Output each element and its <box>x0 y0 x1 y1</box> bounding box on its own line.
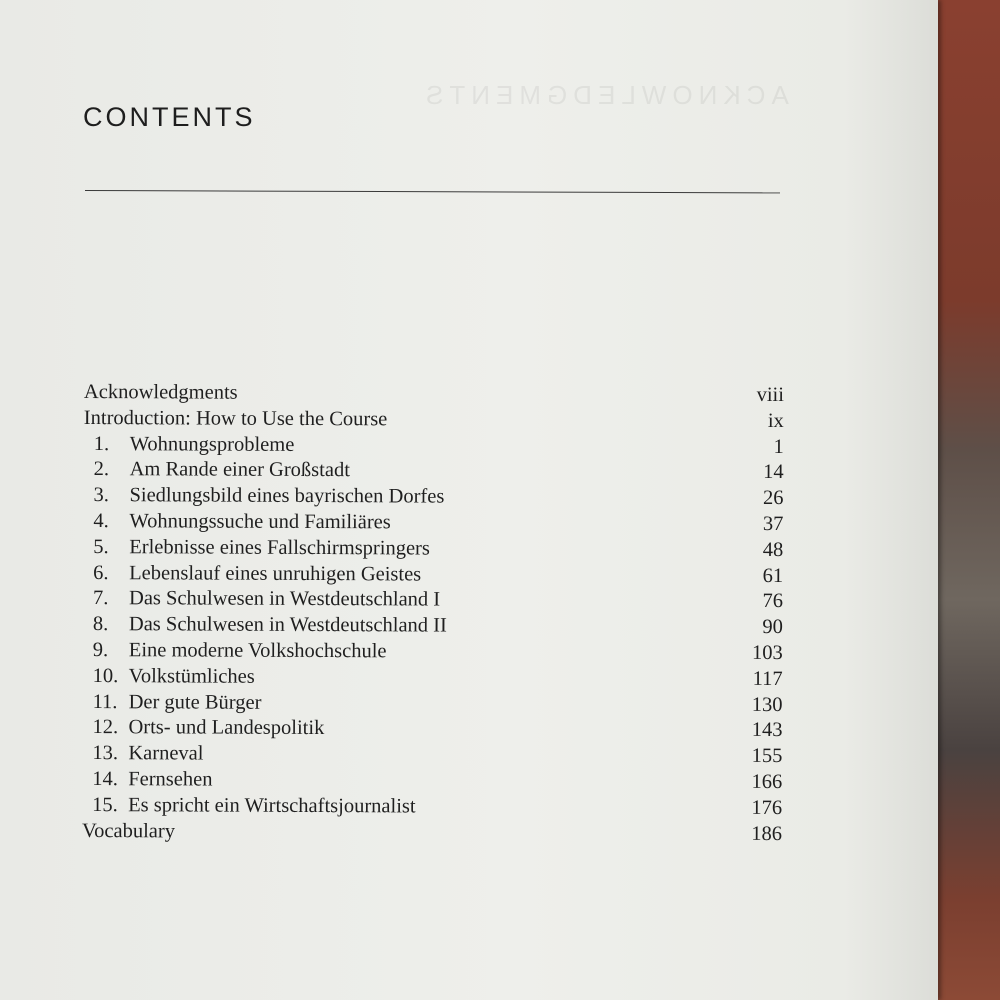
toc-chapter[interactable] <box>84 457 784 486</box>
toc-entry-label: Acknowledgments <box>83 381 238 404</box>
toc-chapter[interactable] <box>82 741 782 770</box>
chapter-number: 1. <box>93 432 110 455</box>
toc-page-number: viii <box>756 383 784 407</box>
toc-entry-label: Vocabulary <box>81 819 176 842</box>
toc-page-number: 143 <box>751 719 783 742</box>
toc-entry-label: Introduction: How to Use the Course <box>83 406 388 431</box>
toc-chapter[interactable] <box>83 535 783 564</box>
chapter-title: Orts- und Landespolitik <box>128 716 325 740</box>
toc-page-number: 117 <box>752 667 783 690</box>
toc-page-number: 76 <box>762 590 784 613</box>
chapter-title: Lebenslauf eines unruhigen Geistes <box>129 561 422 586</box>
toc-page-number: 103 <box>752 641 783 665</box>
toc-chapter[interactable] <box>84 432 784 461</box>
toc-page-number: 186 <box>751 822 783 845</box>
toc-page-number: 1 <box>773 435 784 458</box>
table-of-contents <box>82 380 784 847</box>
toc-chapter[interactable] <box>82 767 782 796</box>
chapter-title: Siedlungsbild eines bayrischen Dorfes <box>129 484 445 508</box>
toc-chapter[interactable] <box>83 664 783 693</box>
chapter-number: 5. <box>93 535 109 558</box>
chapter-title: Am Rande einer Großstadt <box>129 458 350 482</box>
chapter-title: Eine moderne Volkshochschule <box>128 639 387 663</box>
chapter-number: 13. <box>92 742 119 765</box>
toc-chapter[interactable] <box>83 690 783 719</box>
toc-chapter[interactable] <box>83 586 783 615</box>
chapter-number: 3. <box>93 484 109 507</box>
toc-page-number: 90 <box>762 616 783 639</box>
chapter-title: Das Schulwesen in Westdeutschland II <box>128 613 447 637</box>
toc-chapter[interactable] <box>82 793 782 822</box>
toc-page-number: ix <box>767 409 784 432</box>
toc-page-number: 26 <box>762 487 784 510</box>
toc-page-number: 14 <box>763 461 784 484</box>
chapter-title: Wohnungssuche und Familiäres <box>129 510 391 534</box>
chapter-number: 6. <box>93 561 109 584</box>
chapter-number: 4. <box>93 510 109 533</box>
chapter-number: 15. <box>92 793 118 816</box>
bleed-through-title: ACKNOWLEDGMENTS <box>420 80 789 110</box>
toc-page-number: 176 <box>751 796 783 819</box>
toc-chapter[interactable] <box>83 638 783 667</box>
toc-chapter[interactable] <box>83 612 783 641</box>
title-rule <box>85 190 780 193</box>
toc-entry-acknowledgments[interactable] <box>84 380 784 409</box>
toc-entry-vocabulary[interactable] <box>82 819 782 848</box>
chapter-title: Volkstümliches <box>128 664 255 688</box>
background-surface <box>930 0 1000 1000</box>
toc-page-number: 37 <box>762 512 784 536</box>
toc-chapter[interactable] <box>83 483 783 512</box>
chapter-title: Wohnungsprobleme <box>129 432 295 456</box>
chapter-title: Karneval <box>128 742 204 765</box>
page-title: CONTENTS <box>83 102 256 132</box>
chapter-number: 7. <box>92 587 109 610</box>
toc-chapter[interactable] <box>82 715 782 744</box>
chapter-number: 11. <box>92 690 118 713</box>
toc-page-number: 130 <box>751 693 783 716</box>
chapter-title: Fernsehen <box>128 768 213 791</box>
chapter-number: 12. <box>92 716 119 739</box>
chapter-title: Es spricht ein Wirtschaftsjournalist <box>128 793 416 818</box>
toc-page-number: 166 <box>751 770 783 794</box>
toc-chapter[interactable] <box>83 561 783 590</box>
chapter-number: 8. <box>92 613 109 636</box>
chapter-title: Erlebnisse eines Fallschirmspringers <box>129 535 430 560</box>
chapter-title: Das Schulwesen in Westdeutschland I <box>128 587 441 611</box>
chapter-number: 14. <box>92 767 118 791</box>
toc-page-number: 155 <box>751 745 783 768</box>
chapter-number: 9. <box>92 639 109 662</box>
toc-page-number: 48 <box>762 538 784 561</box>
toc-entry-introduction[interactable] <box>84 406 784 435</box>
toc-chapter[interactable] <box>83 509 783 538</box>
chapter-title: Der gute Bürger <box>128 690 262 714</box>
chapter-number: 2. <box>93 458 110 481</box>
chapter-number: 10. <box>92 664 119 687</box>
toc-page-number: 61 <box>762 564 784 587</box>
